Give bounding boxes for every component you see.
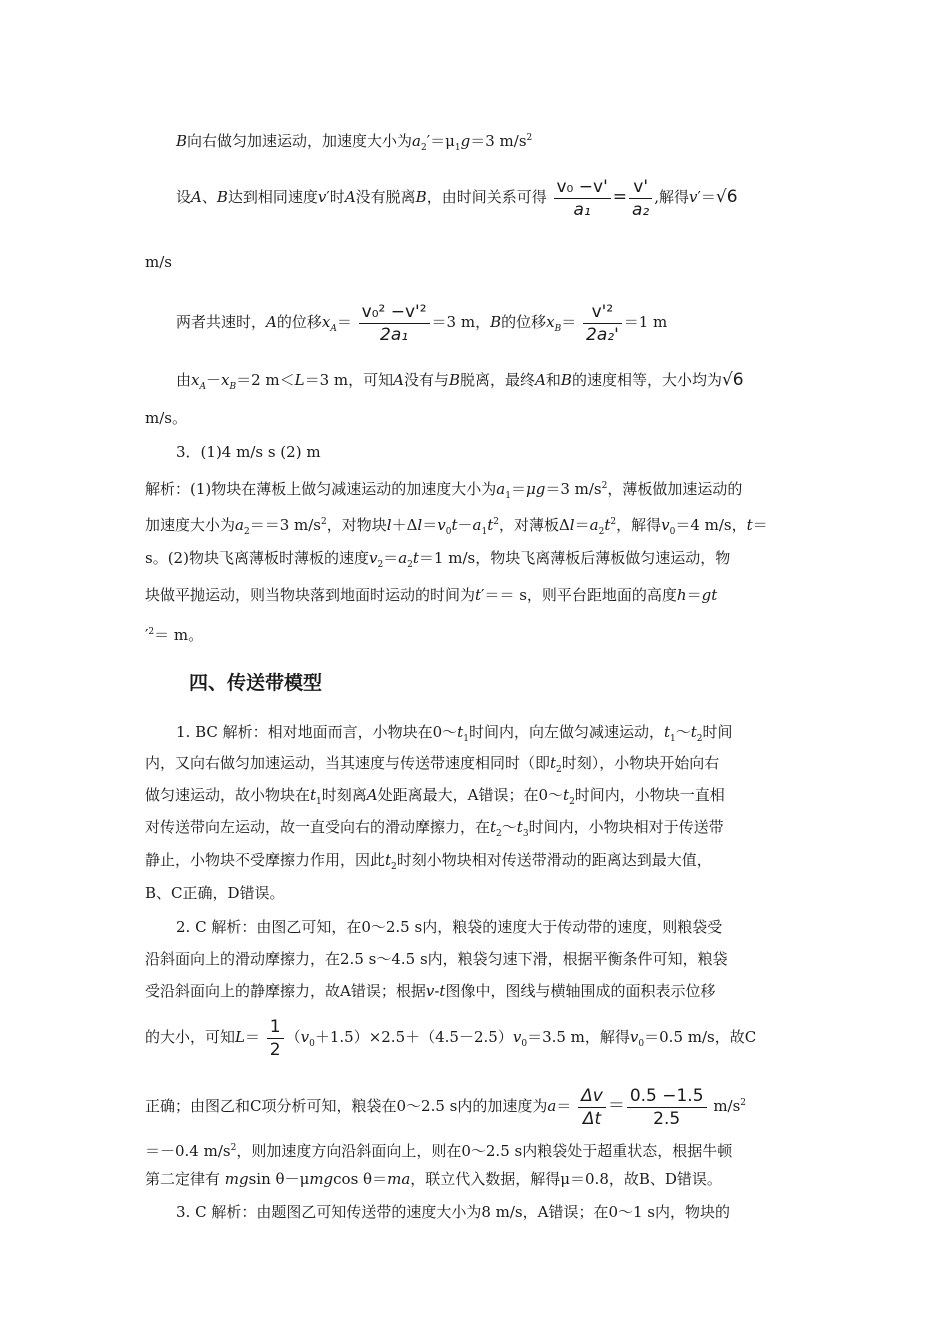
numerator: Δv xyxy=(578,1085,606,1108)
text: ，对薄板Δ xyxy=(498,516,570,534)
subscript: 1 xyxy=(481,527,488,537)
var: t xyxy=(746,516,753,534)
var: t xyxy=(451,516,458,534)
denominator: 2a₂' xyxy=(586,324,619,345)
text-line xyxy=(145,476,742,506)
text: （ xyxy=(285,1028,301,1046)
text: ＝ xyxy=(383,549,399,567)
text: 3. C 解析：由题图乙可知传送带的速度大小为8 m/s，A错误；在0～1 s内，物块的 xyxy=(176,1203,730,1221)
var: t xyxy=(550,754,557,772)
var: x xyxy=(221,371,230,389)
var: v xyxy=(437,516,446,534)
var: x xyxy=(191,371,200,389)
text-line xyxy=(145,981,715,1001)
fraction xyxy=(627,1085,707,1130)
var: a xyxy=(547,1097,557,1115)
var: t xyxy=(310,786,317,804)
text-line xyxy=(176,172,738,222)
text: m/s。 xyxy=(145,409,187,427)
text: 正确；由图乙和C项分析可知，粮袋在0～2.5 s内的加速度为 xyxy=(145,1097,548,1115)
text: － xyxy=(205,371,221,389)
text: 时刻），小物块开始向右 xyxy=(561,754,720,772)
superscript: 2 xyxy=(526,133,533,143)
text-line xyxy=(145,585,717,605)
numerator: 0.5 −1.5 xyxy=(627,1085,707,1108)
text: 受沿斜面向上的静摩擦力，故A错误；根据 xyxy=(145,982,426,1000)
text: ＝2 m＜ xyxy=(236,371,295,389)
var: l xyxy=(386,516,392,534)
var: v xyxy=(317,188,327,206)
text: 设 xyxy=(176,188,192,206)
text: ＝4 m/s， xyxy=(675,516,747,534)
subscript: 1 xyxy=(505,491,511,501)
subscript: 2 xyxy=(421,143,427,153)
var: v xyxy=(661,516,670,534)
denominator: Δt xyxy=(582,1108,602,1129)
var: a xyxy=(235,516,244,534)
var: t xyxy=(487,516,494,534)
text: ＝ xyxy=(422,516,438,534)
text: 3．(1)4 m/s s (2) m xyxy=(176,443,321,461)
var: mg xyxy=(309,1170,334,1188)
text: ＋Δ xyxy=(391,516,418,534)
text: 处距离最大，A错误；在0～ xyxy=(377,786,564,804)
superscript: 2 xyxy=(740,1098,747,1108)
text: 达到相同速度 xyxy=(227,188,318,206)
var: t xyxy=(385,851,392,869)
text-line xyxy=(145,548,730,575)
subscript: 2 xyxy=(377,560,384,570)
text: sin θ－μ xyxy=(248,1170,310,1188)
text: ＝ xyxy=(561,313,577,331)
fraction xyxy=(629,176,652,221)
text: 没有脱离 xyxy=(355,188,416,206)
text-line xyxy=(176,128,532,158)
text-line xyxy=(145,949,728,969)
var: t xyxy=(457,723,464,741)
superscript: 2 xyxy=(148,627,155,637)
fraction xyxy=(578,1085,606,1130)
text-line xyxy=(176,297,667,354)
superscript: 2 xyxy=(601,481,608,491)
denominator: a₁ xyxy=(573,199,591,220)
text-line xyxy=(176,917,722,937)
text: 2. C 解析：由图乙可知，在0～2.5 s内，粮袋的速度大于传动带的速度，则粮袋受 xyxy=(176,918,723,936)
text: ′＝ xyxy=(697,188,716,206)
text: 时间内，向左做匀减速运动， xyxy=(468,723,664,741)
text: ，由时间关系可得 xyxy=(426,188,547,206)
text: ,解得 xyxy=(654,188,690,206)
text: ＝1 m xyxy=(623,313,668,331)
var: v xyxy=(368,549,378,567)
subscript: 2 xyxy=(556,765,562,775)
var: ma xyxy=(387,1170,411,1188)
text: - xyxy=(434,982,440,1000)
text: ′时 xyxy=(326,188,345,206)
text: ＝3 m，可知 xyxy=(304,371,394,389)
subscript: 1 xyxy=(669,734,676,744)
var: v xyxy=(512,1028,522,1046)
text-line xyxy=(145,512,768,542)
text-line xyxy=(145,850,712,877)
superscript: 2 xyxy=(610,517,617,527)
subscript: 2 xyxy=(243,527,250,537)
denominator: 2.5 xyxy=(653,1108,681,1129)
var: t xyxy=(604,516,611,534)
denominator: 2a₁ xyxy=(380,324,409,345)
var: a xyxy=(398,549,408,567)
var: t xyxy=(490,818,497,836)
text: 第二定律有 xyxy=(145,1170,225,1188)
subscript: 2 xyxy=(391,862,397,872)
var: t xyxy=(516,818,523,836)
var: l xyxy=(417,516,423,534)
subscript: 2 xyxy=(598,527,605,537)
subscript: 0 xyxy=(309,1039,315,1049)
var: t xyxy=(563,786,570,804)
var: v xyxy=(300,1028,310,1046)
var: t xyxy=(439,982,446,1000)
var: a xyxy=(472,516,482,534)
equals: ＝ xyxy=(607,1096,625,1116)
subscript: 0 xyxy=(669,527,676,537)
text: m/s xyxy=(708,1097,741,1115)
subscript: 0 xyxy=(638,1039,645,1049)
text-line xyxy=(145,622,203,645)
var: gt xyxy=(701,586,718,604)
subscript: 0 xyxy=(445,527,452,537)
text: ，联立代入数据，解得μ＝0.8，故B、D错误。 xyxy=(410,1170,722,1188)
text: 时间内，小物块一直相 xyxy=(574,786,725,804)
var: B xyxy=(449,371,461,389)
text: ＝ m。 xyxy=(154,626,204,644)
subscript: B xyxy=(554,324,562,334)
text: 时间 xyxy=(702,723,733,741)
text: ＝3 m/s xyxy=(470,132,527,150)
text: ，解得 xyxy=(616,516,662,534)
text: ＝ xyxy=(244,1028,260,1046)
var: g xyxy=(460,132,471,150)
var: v xyxy=(629,1028,639,1046)
text-line xyxy=(145,252,172,272)
subscript: 1 xyxy=(316,797,322,807)
radical: √6 xyxy=(715,187,738,207)
var: B xyxy=(490,313,502,331)
text-line xyxy=(145,408,187,428)
text: ＝0.5 m/s，故C xyxy=(644,1028,757,1046)
text: 、 xyxy=(201,188,217,206)
text: 的位移 xyxy=(501,313,547,331)
superscript: 2 xyxy=(230,1143,237,1153)
subscript: A xyxy=(199,382,206,392)
var: l xyxy=(569,516,575,534)
var: A xyxy=(393,371,404,389)
var: a xyxy=(496,480,506,498)
text: 没有与 xyxy=(404,371,450,389)
var: μg xyxy=(525,480,546,498)
text: 的大小，可知 xyxy=(145,1028,236,1046)
text: ＝ xyxy=(574,516,590,534)
var: A xyxy=(366,786,378,804)
var: A xyxy=(191,188,202,206)
subscript: 0 xyxy=(521,1039,528,1049)
fraction xyxy=(359,301,430,346)
var: t xyxy=(475,586,482,604)
text: ＝ xyxy=(752,516,768,534)
text: m/s xyxy=(145,253,172,271)
subscript: A xyxy=(330,324,337,334)
var: B xyxy=(415,188,427,206)
text: ＝ xyxy=(686,586,702,604)
text: ＝－0.4 m/s xyxy=(145,1142,231,1160)
text: ＝3.5 m，解得 xyxy=(527,1028,630,1046)
text: ～ xyxy=(675,723,691,741)
subscript: 2 xyxy=(407,560,413,570)
var: t xyxy=(690,723,697,741)
fraction xyxy=(554,176,611,221)
var: a xyxy=(412,132,421,150)
text: ＝1 m/s，物块飞离薄板后薄板做匀速运动，物 xyxy=(418,549,731,567)
text: ′ xyxy=(145,626,149,644)
fraction xyxy=(267,1016,284,1061)
text: s。(2)物块飞离薄板时薄板的速度 xyxy=(145,549,369,567)
section-heading: 四、传送带模型 xyxy=(189,672,323,694)
text-line xyxy=(145,817,724,844)
var: A xyxy=(344,188,356,206)
text: 脱离，最终 xyxy=(460,371,536,389)
text: 图像中，图线与横轴围成的面积表示位移 xyxy=(445,982,716,1000)
text: 解析：(1)物块在薄板上做匀减速运动的加速度大小为 xyxy=(145,480,497,498)
denominator: a₂ xyxy=(632,199,650,220)
text-line xyxy=(145,1012,756,1069)
subscript: 2 xyxy=(496,829,502,839)
text: 时刻离 xyxy=(321,786,367,804)
var: L xyxy=(294,371,305,389)
text: 由 xyxy=(176,371,192,389)
text: 静止，小物块不受摩擦力作用，因此 xyxy=(145,851,386,869)
text: ，则加速度方向沿斜面向上，则在0～2.5 s内粮袋处于超重状态，根据牛顿 xyxy=(236,1142,733,1160)
text: cos θ＝ xyxy=(333,1170,388,1188)
text: 两者共速时， xyxy=(176,313,267,331)
var: v xyxy=(689,188,698,206)
text: 向右做匀加速运动，加速度大小为 xyxy=(187,132,413,150)
numerator: v₀² −v'² xyxy=(359,301,430,324)
text: 内，又向右做匀加速运动，当其速度与传送带速度相同时（即 xyxy=(145,754,551,772)
radical: √6 xyxy=(721,370,744,390)
text: 对传送带向左运动，故一直受向右的滑动摩擦力，在 xyxy=(145,818,491,836)
text: ～ xyxy=(501,818,517,836)
var: x xyxy=(321,313,331,331)
text-line xyxy=(176,370,744,397)
text: 沿斜面向上的滑动摩擦力，在2.5 s～4.5 s内，粮袋匀速下滑，根据平衡条件可知，粮袋 xyxy=(145,950,728,968)
subscript: 1 xyxy=(454,143,461,153)
var: x xyxy=(546,313,555,331)
subscript: 3 xyxy=(522,829,529,839)
var: h xyxy=(676,586,687,604)
text-line xyxy=(145,1078,746,1131)
text-line xyxy=(145,883,285,903)
text: 时刻小物块相对传送带滑动的距离达到最大值， xyxy=(396,851,712,869)
var: a xyxy=(589,516,599,534)
text: 的速度相等，大小均为 xyxy=(571,371,722,389)
fraction xyxy=(583,301,622,346)
text-line xyxy=(176,1202,730,1222)
text: ＝3 m/s xyxy=(545,480,602,498)
var: B xyxy=(560,371,572,389)
text: 块做平抛运动，则当物块落到地面时运动的时间为 xyxy=(145,586,476,604)
text-line xyxy=(145,785,725,812)
text: ′＝μ xyxy=(426,132,455,150)
text-line xyxy=(145,753,719,780)
numerator: 1 xyxy=(267,1016,284,1039)
subscript: 2 xyxy=(696,734,703,744)
text: ＝ xyxy=(336,313,352,331)
text: 做匀速运动，故小物块在 xyxy=(145,786,311,804)
text: ，对物块 xyxy=(326,516,387,534)
numerator: v₀ −v' xyxy=(554,176,611,199)
var: L xyxy=(235,1028,245,1046)
text: ，薄板做加速运动的 xyxy=(607,480,743,498)
text: ＋1.5）×2.5＋（4.5－2.5） xyxy=(314,1028,513,1046)
text: 和 xyxy=(545,371,561,389)
subscript: 1 xyxy=(463,734,469,744)
var: B xyxy=(216,188,228,206)
var: mg xyxy=(224,1170,249,1188)
numerator: v'² xyxy=(583,301,622,324)
subscript: 2 xyxy=(569,797,575,807)
subscript: B xyxy=(229,382,237,392)
text: 1. BC 解析：相对地面而言，小物块在0～ xyxy=(176,723,458,741)
text-line xyxy=(176,442,321,462)
superscript: 2 xyxy=(321,517,327,527)
text: 的位移 xyxy=(276,313,322,331)
equals: = xyxy=(612,187,628,207)
text-line xyxy=(145,1138,732,1161)
text: － xyxy=(457,516,473,534)
text: ＝3 m， xyxy=(431,313,491,331)
var: t xyxy=(663,723,670,741)
text: B、C正确，D错误。 xyxy=(145,884,285,902)
text: ＝ xyxy=(556,1097,572,1115)
var: A xyxy=(535,371,546,389)
var: A xyxy=(266,313,277,331)
var: t xyxy=(412,549,419,567)
denominator: 2 xyxy=(269,1039,281,1060)
text: ′＝＝ s，则平台距地面的高度 xyxy=(481,586,677,604)
superscript: 2 xyxy=(493,517,499,527)
var: v xyxy=(425,982,435,1000)
numerator: v' xyxy=(629,176,652,199)
text: 时间内，小物块相对于传送带 xyxy=(528,818,724,836)
text: ＝＝3 m/s xyxy=(249,516,321,534)
text-line xyxy=(176,722,733,749)
text-line xyxy=(145,1169,722,1189)
text: ＝ xyxy=(510,480,526,498)
text: 加速度大小为 xyxy=(145,516,236,534)
var: B xyxy=(176,132,188,150)
